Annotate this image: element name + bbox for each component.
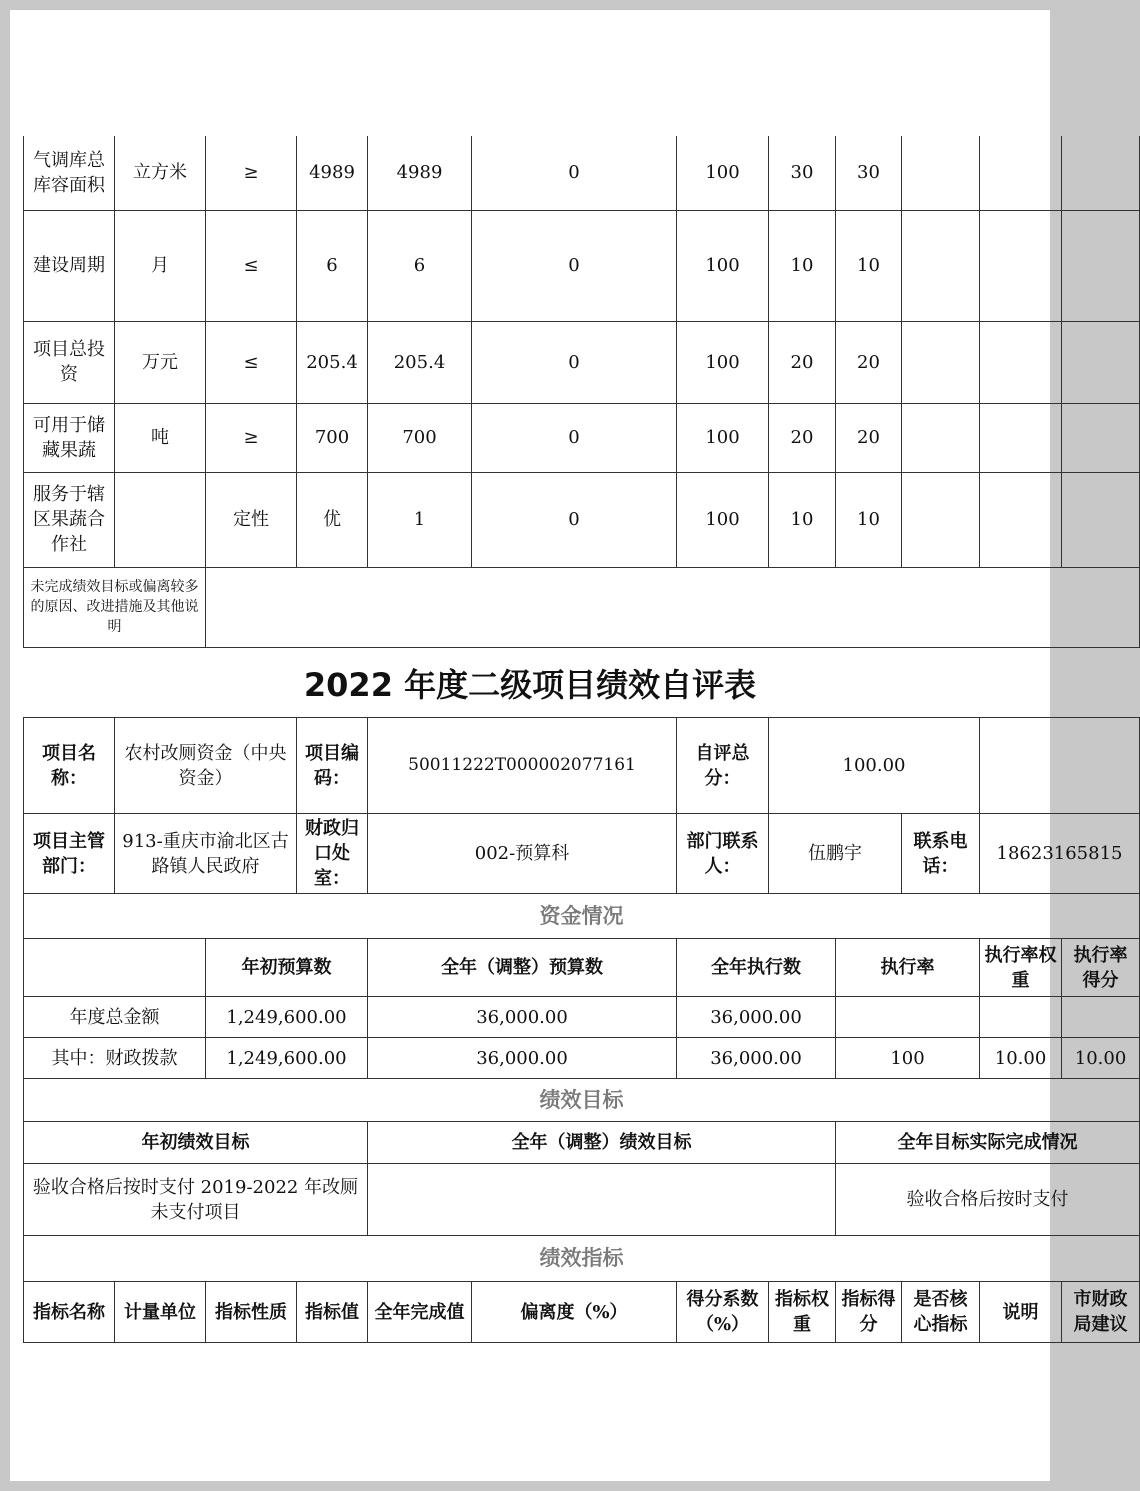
contact-value: 伍鹏宇	[769, 814, 902, 894]
indicator-deviation: 0	[472, 321, 677, 403]
dept-label: 项目主管部门：	[24, 814, 115, 894]
funds-score	[1062, 997, 1140, 1038]
table-row	[24, 1164, 1140, 1236]
self-evaluation-table	[23, 717, 1140, 1343]
indicator-score: 10	[836, 472, 902, 567]
indicators-header: 说明	[980, 1282, 1062, 1343]
project-name-label: 项目名称：	[24, 718, 115, 814]
indicator-deviation: 0	[472, 136, 677, 210]
indicator-nature: ≥	[206, 403, 297, 472]
funds-header-row	[24, 939, 1140, 997]
indicator-note	[980, 136, 1062, 210]
funds-header: 执行率	[836, 939, 980, 997]
indicator-coef: 100	[677, 403, 769, 472]
table-row	[24, 1038, 1140, 1079]
indicator-deviation: 0	[472, 472, 677, 567]
indicator-name: 建设周期	[24, 210, 115, 321]
indicator-deviation: 0	[472, 403, 677, 472]
indicator-weight: 20	[769, 321, 836, 403]
indicator-weight: 10	[769, 210, 836, 321]
indicator-table-continued	[23, 136, 1140, 648]
funds-score: 10.00	[1062, 1038, 1140, 1079]
indicator-suggest	[1062, 321, 1140, 403]
funds-header: 执行率得分	[1062, 939, 1140, 997]
funds-header: 全年（调整）预算数	[368, 939, 677, 997]
page-title: 2022 年度二级项目绩效自评表	[303, 666, 757, 704]
indicator-unit: 吨	[115, 403, 206, 472]
table-row	[24, 403, 1140, 472]
indicator-weight: 20	[769, 403, 836, 472]
indicator-unit: 立方米	[115, 136, 206, 210]
indicator-coef: 100	[677, 321, 769, 403]
funds-header: 全年执行数	[677, 939, 836, 997]
indicator-note	[980, 321, 1062, 403]
remark-value	[206, 567, 1140, 647]
indicator-nature: ≤	[206, 210, 297, 321]
funds-section-title: 资金情况	[24, 894, 1140, 939]
funds-header: 年初预算数	[206, 939, 368, 997]
indicator-weight: 10	[769, 472, 836, 567]
funds-row-label: 年度总金额	[24, 997, 206, 1038]
indicator-score: 10	[836, 210, 902, 321]
remark-label: 未完成绩效目标或偏离较多的原因、改进措施及其他说明	[24, 567, 206, 647]
indicator-suggest	[1062, 136, 1140, 210]
goal-adjusted	[368, 1164, 836, 1236]
indicator-name: 项目总投资	[24, 321, 115, 403]
indicator-target: 优	[297, 472, 368, 567]
indicator-score: 30	[836, 136, 902, 210]
indicators-header: 指标值	[297, 1282, 368, 1343]
indicator-unit	[115, 472, 206, 567]
table-row	[24, 472, 1140, 567]
funds-executed: 36,000.00	[677, 997, 836, 1038]
indicators-header: 指标性质	[206, 1282, 297, 1343]
contact-label: 部门联系人：	[677, 814, 769, 894]
funds-adjusted: 36,000.00	[368, 1038, 677, 1079]
indicator-score: 20	[836, 321, 902, 403]
indicator-name: 服务于辖区果蔬合作社	[24, 472, 115, 567]
funds-executed: 36,000.00	[677, 1038, 836, 1079]
finance-office-label: 财政归口处室：	[297, 814, 368, 894]
indicator-actual: 6	[368, 210, 472, 321]
indicator-suggest	[1062, 472, 1140, 567]
indicator-core	[902, 472, 980, 567]
indicator-nature: ≤	[206, 321, 297, 403]
project-name-value: 农村改厕资金（中央资金）	[115, 718, 297, 814]
indicator-coef: 100	[677, 472, 769, 567]
indicators-section-title: 绩效指标	[24, 1236, 1140, 1282]
indicator-unit: 月	[115, 210, 206, 321]
indicators-header: 得分系数（%）	[677, 1282, 769, 1343]
goals-header: 全年目标实际完成情况	[836, 1122, 1140, 1164]
indicator-core	[902, 210, 980, 321]
indicator-suggest	[1062, 210, 1140, 321]
indicator-score: 20	[836, 403, 902, 472]
funds-header: 执行率权重	[980, 939, 1062, 997]
indicator-coef: 100	[677, 210, 769, 321]
funds-budget: 1,249,600.00	[206, 997, 368, 1038]
goals-header: 年初绩效目标	[24, 1122, 368, 1164]
empty-cell	[24, 939, 206, 997]
indicators-header: 计量单位	[115, 1282, 206, 1343]
indicators-header: 指标得分	[836, 1282, 902, 1343]
remark-row	[24, 567, 1140, 647]
project-code-value: 50011222T000002077161	[368, 718, 677, 814]
indicator-unit: 万元	[115, 321, 206, 403]
indicator-actual: 700	[368, 403, 472, 472]
indicators-header: 指标名称	[24, 1282, 115, 1343]
indicators-header: 市财政局建议	[1062, 1282, 1140, 1343]
indicator-actual: 205.4	[368, 321, 472, 403]
goals-header: 全年（调整）绩效目标	[368, 1122, 836, 1164]
indicators-header-row	[24, 1282, 1140, 1343]
project-code-label: 项目编码：	[297, 718, 368, 814]
goal-actual: 验收合格后按时支付	[836, 1164, 1140, 1236]
indicator-core	[902, 403, 980, 472]
indicator-target: 700	[297, 403, 368, 472]
funds-weight: 10.00	[980, 1038, 1062, 1079]
info-row	[24, 718, 1140, 814]
funds-row-label: 其中：财政拨款	[24, 1038, 206, 1079]
indicator-coef: 100	[677, 136, 769, 210]
indicator-name: 气调库总库容面积	[24, 136, 115, 210]
goals-header-row	[24, 1122, 1140, 1164]
funds-rate	[836, 997, 980, 1038]
indicator-name: 可用于储藏果蔬	[24, 403, 115, 472]
indicator-suggest	[1062, 403, 1140, 472]
indicator-actual: 1	[368, 472, 472, 567]
indicator-deviation: 0	[472, 210, 677, 321]
indicators-header: 全年完成值	[368, 1282, 472, 1343]
indicator-note	[980, 403, 1062, 472]
goal-initial: 验收合格后按时支付 2019-2022 年改厕未支付项目	[24, 1164, 368, 1236]
table-row	[24, 321, 1140, 403]
indicator-nature: 定性	[206, 472, 297, 567]
dept-value: 913-重庆市渝北区古路镇人民政府	[115, 814, 297, 894]
table-row	[24, 136, 1140, 210]
section-header	[24, 1079, 1140, 1122]
indicator-core	[902, 136, 980, 210]
table-row	[24, 997, 1140, 1038]
indicators-header: 偏离度（%）	[472, 1282, 677, 1343]
indicator-target: 6	[297, 210, 368, 321]
table-row	[24, 210, 1140, 321]
indicator-note	[980, 210, 1062, 321]
finance-office-value: 002-预算科	[368, 814, 677, 894]
indicator-target: 205.4	[297, 321, 368, 403]
section-header	[24, 894, 1140, 939]
indicator-target: 4989	[297, 136, 368, 210]
indicator-actual: 4989	[368, 136, 472, 210]
indicator-nature: ≥	[206, 136, 297, 210]
funds-adjusted: 36,000.00	[368, 997, 677, 1038]
self-score-label: 自评总分：	[677, 718, 769, 814]
indicator-core	[902, 321, 980, 403]
goals-section-title: 绩效目标	[24, 1079, 1140, 1122]
empty-cell	[980, 718, 1140, 814]
info-row	[24, 814, 1140, 894]
section-header	[24, 1236, 1140, 1282]
phone-label: 联系电话：	[902, 814, 980, 894]
indicators-header: 是否核心指标	[902, 1282, 980, 1343]
self-score-value: 100.00	[769, 718, 980, 814]
indicator-weight: 30	[769, 136, 836, 210]
phone-value: 18623165815	[980, 814, 1140, 894]
indicator-note	[980, 472, 1062, 567]
funds-weight	[980, 997, 1062, 1038]
funds-budget: 1,249,600.00	[206, 1038, 368, 1079]
funds-rate: 100	[836, 1038, 980, 1079]
indicators-header: 指标权重	[769, 1282, 836, 1343]
